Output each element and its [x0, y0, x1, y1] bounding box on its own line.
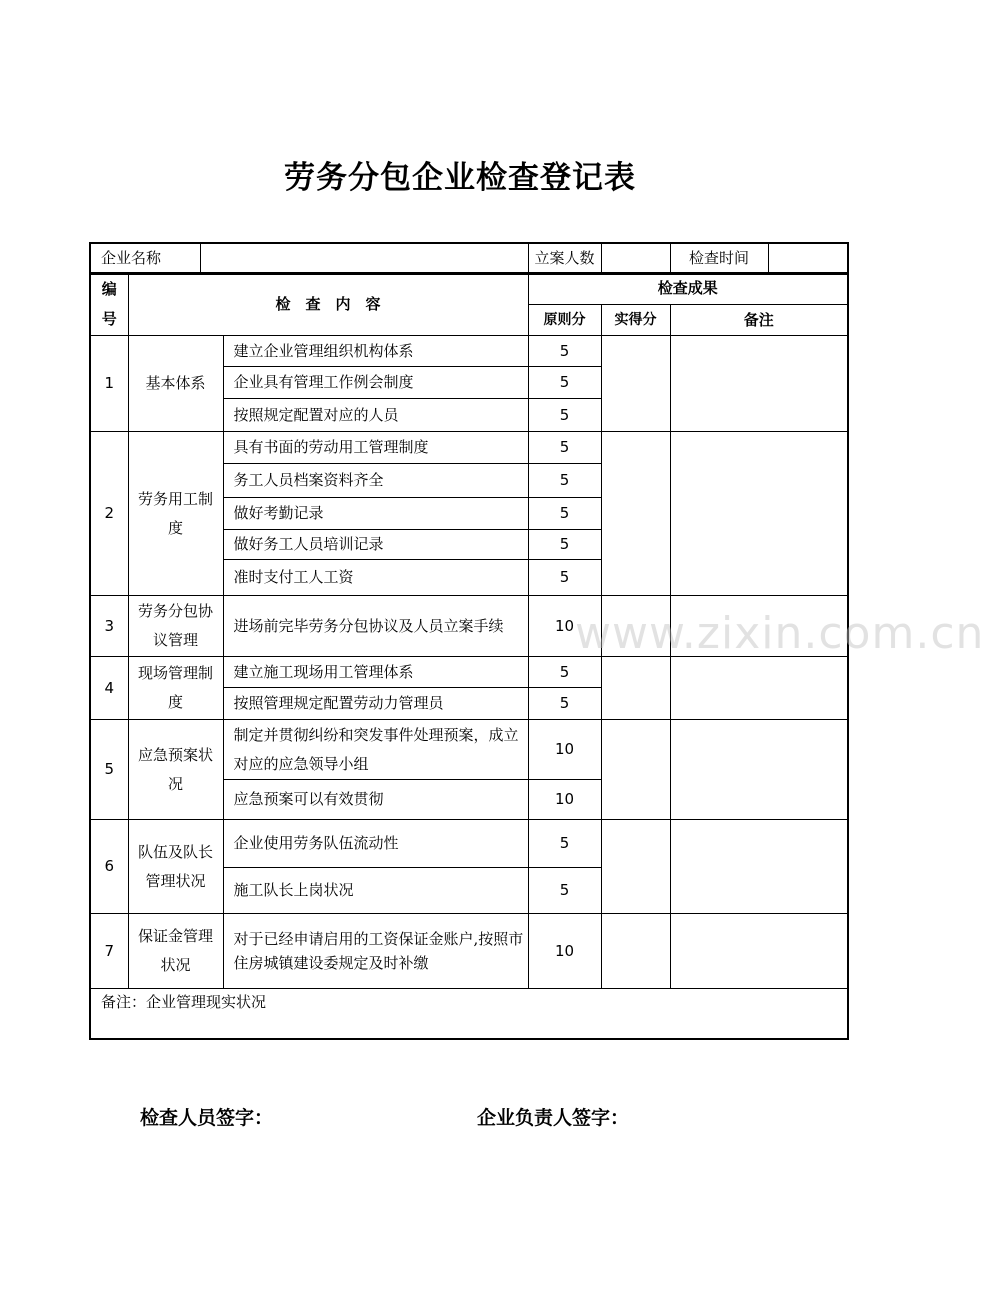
company-name-label: 企业名称 [90, 243, 200, 274]
check-item: 做好务工人员培训记录 [223, 530, 528, 560]
actual-score-field[interactable] [601, 820, 670, 914]
table-row [90, 336, 848, 367]
check-item: 制定并贯彻纠纷和突发事件处理预案，成立对应的应急领导小组 [223, 720, 528, 780]
original-score: 5 [528, 820, 601, 868]
original-score: 5 [528, 657, 601, 688]
original-score: 10 [528, 720, 601, 780]
check-item: 进场前完毕劳务分包协议及人员立案手续 [223, 596, 528, 657]
remark-field[interactable] [670, 914, 848, 989]
table-row [90, 914, 848, 989]
inspection-time-field[interactable] [768, 243, 848, 274]
original-score: 10 [528, 596, 601, 657]
check-item: 按照规定配置对应的人员 [223, 399, 528, 432]
check-item: 企业具有管理工作例会制度 [223, 367, 528, 399]
table-row [90, 657, 848, 688]
check-item: 准时支付工人工资 [223, 560, 528, 596]
original-score: 5 [528, 432, 601, 464]
section-category: 现场管理制度 [128, 657, 223, 720]
original-score: 5 [528, 336, 601, 367]
check-item: 施工队长上岗状况 [223, 868, 528, 914]
inspection-table [89, 242, 849, 275]
original-score: 5 [528, 399, 601, 432]
filing-count-label: 立案人数 [528, 243, 601, 274]
check-item: 企业使用劳务队伍流动性 [223, 820, 528, 868]
actual-score-field[interactable] [601, 336, 670, 432]
section-number: 5 [90, 720, 128, 820]
remark-field[interactable] [670, 596, 848, 657]
check-item: 务工人员档案资料齐全 [223, 464, 528, 498]
section-category: 应急预案状况 [128, 720, 223, 820]
remark-field[interactable] [670, 820, 848, 914]
table-row [90, 820, 848, 868]
actual-score-field[interactable] [601, 432, 670, 596]
actual-score-field[interactable] [601, 914, 670, 989]
remark-field[interactable] [670, 336, 848, 432]
inspector-signature-label: 检查人员签字： [140, 1107, 274, 1129]
original-score: 5 [528, 498, 601, 530]
company-name-field[interactable] [200, 243, 528, 274]
section-number: 6 [90, 820, 128, 914]
section-number: 7 [90, 914, 128, 989]
remark-field[interactable] [670, 720, 848, 820]
original-score-header: 原则分 [528, 305, 601, 336]
check-item: 建立企业管理组织机构体系 [223, 336, 528, 367]
original-score: 5 [528, 560, 601, 596]
section-category: 基本体系 [128, 336, 223, 432]
original-score: 5 [528, 367, 601, 399]
table-row [90, 720, 848, 780]
section-category: 劳务用工制度 [128, 432, 223, 596]
actual-score-header: 实得分 [601, 305, 670, 336]
check-item: 建立施工现场用工管理体系 [223, 657, 528, 688]
company-head-signature-label: 企业负责人签字： [477, 1107, 630, 1129]
check-item: 按照管理规定配置劳动力管理员 [223, 688, 528, 720]
section-number: 4 [90, 657, 128, 720]
actual-score-field[interactable] [601, 720, 670, 820]
section-number: 2 [90, 432, 128, 596]
section-number: 1 [90, 336, 128, 432]
section-number: 3 [90, 596, 128, 657]
inspection-time-label: 检查时间 [670, 243, 768, 274]
filing-count-field[interactable] [601, 243, 670, 274]
remark-header: 备注 [670, 305, 848, 336]
actual-score-field[interactable] [601, 596, 670, 657]
header-row [90, 243, 848, 274]
remark-field[interactable] [670, 657, 848, 720]
check-item: 对于已经申请启用的工资保证金账户,按照市住房城镇建设委规定及时补缴 [223, 914, 528, 989]
table-row [90, 596, 848, 657]
check-item: 应急预案可以有效贯彻 [223, 780, 528, 820]
section-category: 保证金管理状况 [128, 914, 223, 989]
check-item: 做好考勤记录 [223, 498, 528, 530]
section-category: 劳务分包协议管理 [128, 596, 223, 657]
page-title: 劳务分包企业检查登记表 [284, 160, 636, 196]
result-column-header: 检查成果 [528, 273, 848, 305]
footer-note: 备注：企业管理现实状况 [90, 989, 848, 1039]
remark-field[interactable] [670, 432, 848, 596]
original-score: 5 [528, 868, 601, 914]
original-score: 5 [528, 464, 601, 498]
column-header-row-1 [90, 273, 848, 305]
inspection-body-table [89, 272, 849, 1040]
footer-note-row [90, 989, 848, 1039]
table-row [90, 432, 848, 464]
original-score: 10 [528, 914, 601, 989]
section-category: 队伍及队长管理状况 [128, 820, 223, 914]
watermark: www.zixin.com.cn [575, 608, 984, 659]
actual-score-field[interactable] [601, 657, 670, 720]
check-item: 具有书面的劳动用工管理制度 [223, 432, 528, 464]
original-score: 5 [528, 530, 601, 560]
number-column-header: 编号 [90, 273, 128, 336]
original-score: 10 [528, 780, 601, 820]
original-score: 5 [528, 688, 601, 720]
content-column-header: 检 查 内 容 [128, 273, 528, 336]
